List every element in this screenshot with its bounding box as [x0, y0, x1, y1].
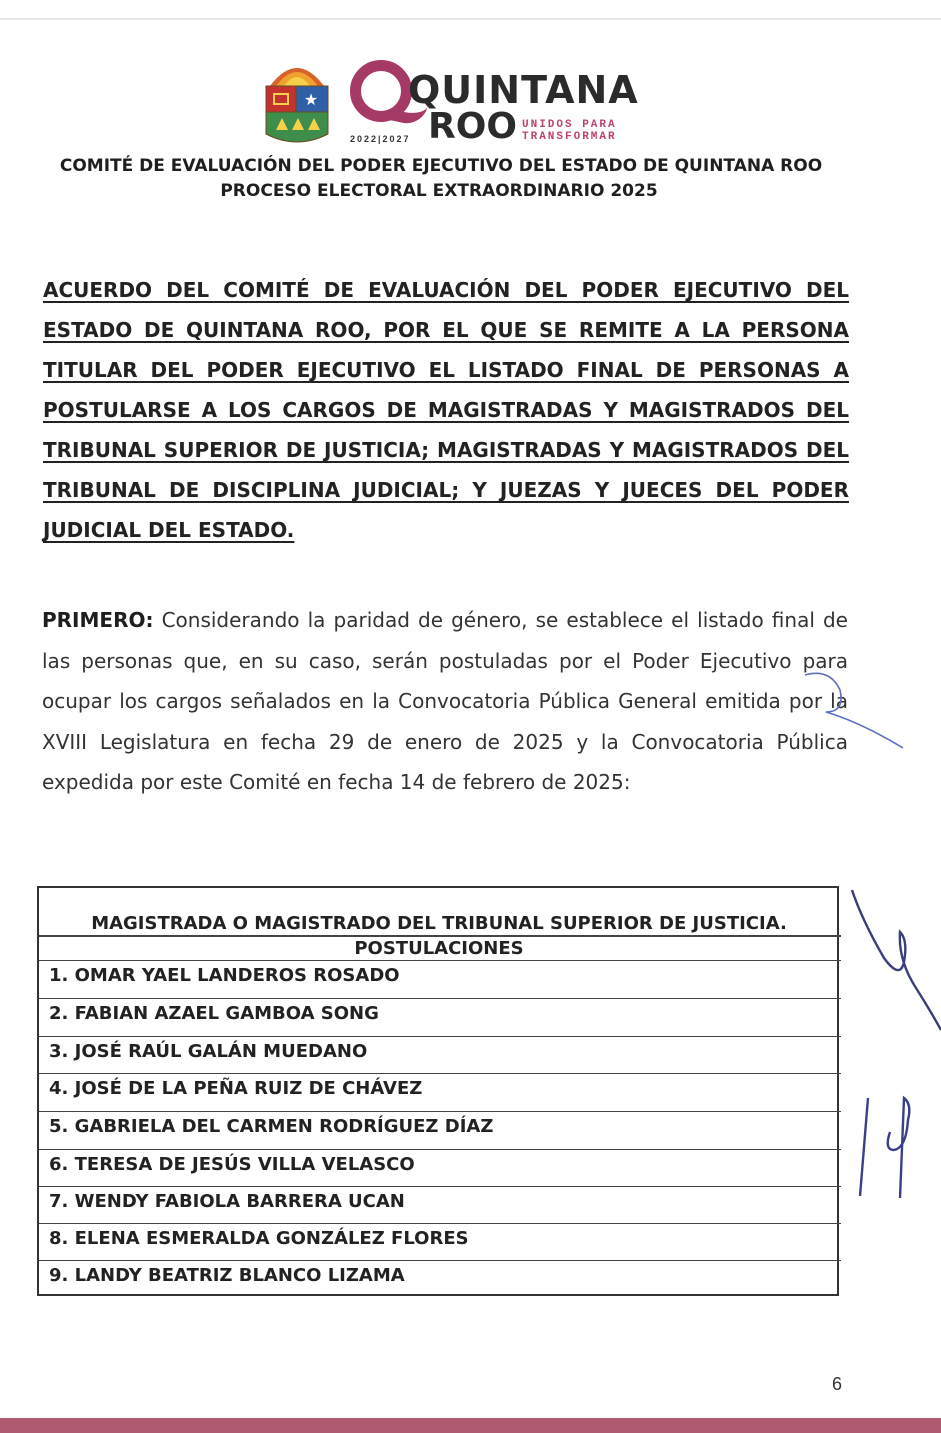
table-row: 2. FABIAN AZAEL GAMBOA SONG — [39, 998, 841, 1036]
top-divider — [0, 18, 941, 20]
table-row: 1. OMAR YAEL LANDEROS ROSADO — [39, 960, 841, 998]
svg-text:★: ★ — [303, 90, 319, 109]
wordmark-line1: QUINTANA — [408, 68, 639, 112]
table-row: 6. TERESA DE JESÚS VILLA VELASCO — [39, 1149, 841, 1187]
table-subtitle: POSTULACIONES — [354, 938, 524, 959]
state-coat-of-arms-icon — [262, 56, 332, 148]
brand-wordmark — [350, 56, 650, 152]
table-header-divider — [39, 935, 841, 937]
process-header: PROCESO ELECTORAL EXTRAORDINARIO 2025 — [220, 181, 658, 201]
table-row: 9. LANDY BEATRIZ BLANCO LIZAMA — [39, 1260, 841, 1298]
signature-stroke-table-top — [852, 890, 941, 1030]
nominations-table — [37, 886, 839, 1296]
tagline-line2: TRANSFORMAR — [522, 131, 617, 143]
table-row: 8. ELENA ESMERALDA GONZÁLEZ FLORES — [39, 1223, 841, 1261]
agreement-title: ACUERDO DEL COMITÉ DE EVALUACIÓN DEL PODER EJECUTIVO DEL ESTADO DE QUINTANA ROO, POR EL QUE SE REMITE A LA PERSONA TITULAR DEL PODER EJECUTIVO EL LISTADO FINAL DE PERSONAS A POSTULARSE A LOS CARGOS DE MAGISTRADAS Y MAGISTRADOS DEL TRIBUNAL SUPERIOR DE JUSTICIA; MAGISTRADAS Y MAGISTRADOS DEL TRIBUNAL DE DISCIPLINA JUDICIAL; Y JUEZAS Y JUECES DEL PODER JUDICIAL DEL ESTADO. — [43, 278, 849, 542]
page-number: 6 — [832, 1374, 843, 1394]
bottom-color-band — [0, 1418, 941, 1433]
table-header — [39, 888, 837, 960]
quintana-roo-logo — [262, 56, 652, 152]
resolution-paragraph — [42, 600, 848, 803]
logo-years: 2022|2027 — [350, 134, 411, 144]
committee-header: COMITÉ DE EVALUACIÓN DEL PODER EJECUTIVO DEL ESTADO DE QUINTANA ROO — [59, 156, 823, 176]
table-title: MAGISTRADA O MAGISTRADO DEL TRIBUNAL SUPERIOR DE JUSTICIA. — [91, 913, 787, 934]
table-row: 5. GABRIELA DEL CARMEN RODRÍGUEZ DÍAZ — [39, 1111, 841, 1149]
table-row: 4. JOSÉ DE LA PEÑA RUIZ DE CHÁVEZ — [39, 1073, 841, 1111]
tagline-line1: UNIDOS PARA — [522, 119, 617, 131]
sun-rays — [270, 68, 324, 86]
signature-stroke-initials — [860, 1098, 909, 1198]
resolution-label: PRIMERO: — [42, 608, 154, 632]
table-row: 7. WENDY FABIOLA BARRERA UCAN — [39, 1186, 841, 1224]
resolution-text: Considerando la paridad de género, se establece el listado final de las personas que, en su caso, serán postuladas por el Poder Ejecutivo para ocupar los cargos señalados en la Convocatoria Pública General emitida por la XVIII Legislatura en fecha 29 de enero de 2025 y la Convocatoria Pública expedida por este Comité en fecha 14 de febrero de 2025: — [42, 608, 848, 794]
table-row: 3. JOSÉ RAÚL GALÁN MUEDANO — [39, 1036, 841, 1074]
wordmark-line2: ROO — [428, 106, 517, 147]
